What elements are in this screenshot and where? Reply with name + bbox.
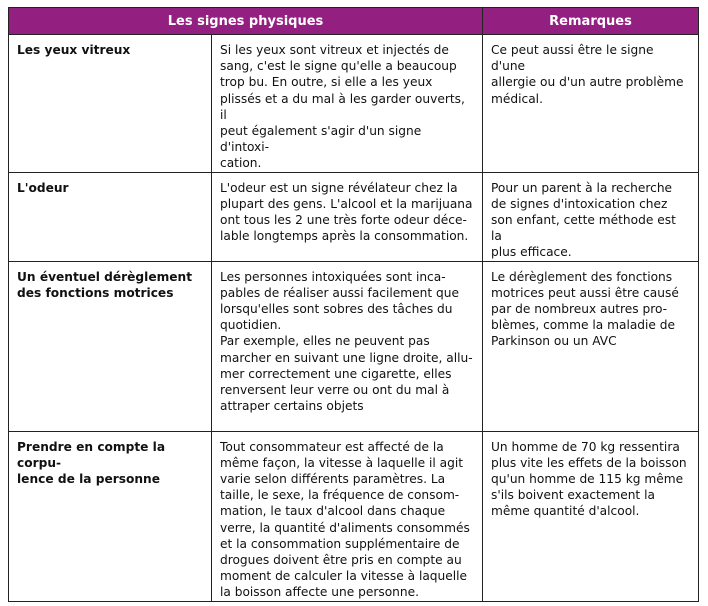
signs-table <box>8 7 699 602</box>
header-remarques: Remarques <box>483 8 699 35</box>
sign-remark: Ce peut aussi être le signe d'une allergie ou d'un autre problème médical. <box>483 35 699 173</box>
sign-label: L'odeur <box>9 172 212 261</box>
header-signes-physiques: Les signes physiques <box>9 8 483 35</box>
sign-remark: Pour un parent à la recherche de signes d'intoxication chez son enfant, cette méthode est la plus efficace. <box>483 172 699 261</box>
table-row <box>9 261 699 431</box>
sign-remark: Le dérèglement des fonctions motrices peut aussi être causé par de nombreux autres pro- blèmes, comme la maladie de Parkinson ou un AVC <box>483 261 699 431</box>
sign-label: Les yeux vitreux <box>9 35 212 173</box>
table-row <box>9 431 699 601</box>
table-row <box>9 172 699 261</box>
table-row <box>9 35 699 173</box>
sign-description: Si les yeux sont vitreux et injectés de sang, c'est le signe qu'elle a beaucoup trop bu. En outre, si elle a les yeux plissés et a du mal à les garder ouverts, il peut également s'agir d'un signe d'intoxi- cation. <box>212 35 483 173</box>
sign-remark: Un homme de 70 kg ressentira plus vite les effets de la boisson qu'un homme de 115 kg même s'ils boivent exactement la même quantité d'alcool. <box>483 431 699 601</box>
sign-description: Tout consommateur est affecté de la même façon, la vitesse à laquelle il agit varie selon différents paramètres. La taille, le sexe, la fréquence de consom- mation, le taux d'alcool dans chaque verre, la quantité d'aliments consommés et la consommation supplémentaire de drogues doivent être pris en compte au moment de calculer la vitesse à laquelle la boisson affecte une personne. <box>212 431 483 601</box>
sign-description: Les personnes intoxiquées sont inca- pables de réaliser aussi facilement que lorsqu'elles sont sobres des tâches du quotidien. Par exemple, elles ne peuvent pas marcher en suivant une ligne droite, allu- mer correctement une cigarette, elles renversent leur verre ou ont du mal à attraper certains objets <box>212 261 483 431</box>
header-row <box>9 8 699 35</box>
sign-label: Un éventuel dérèglement des fonctions motrices <box>9 261 212 431</box>
sign-label: Prendre en compte la corpu- lence de la personne <box>9 431 212 601</box>
sign-description: L'odeur est un signe révélateur chez la plupart des gens. L'alcool et la marijuana ont tous les 2 une très forte odeur déce- lable longtemps après la consommation. <box>212 172 483 261</box>
